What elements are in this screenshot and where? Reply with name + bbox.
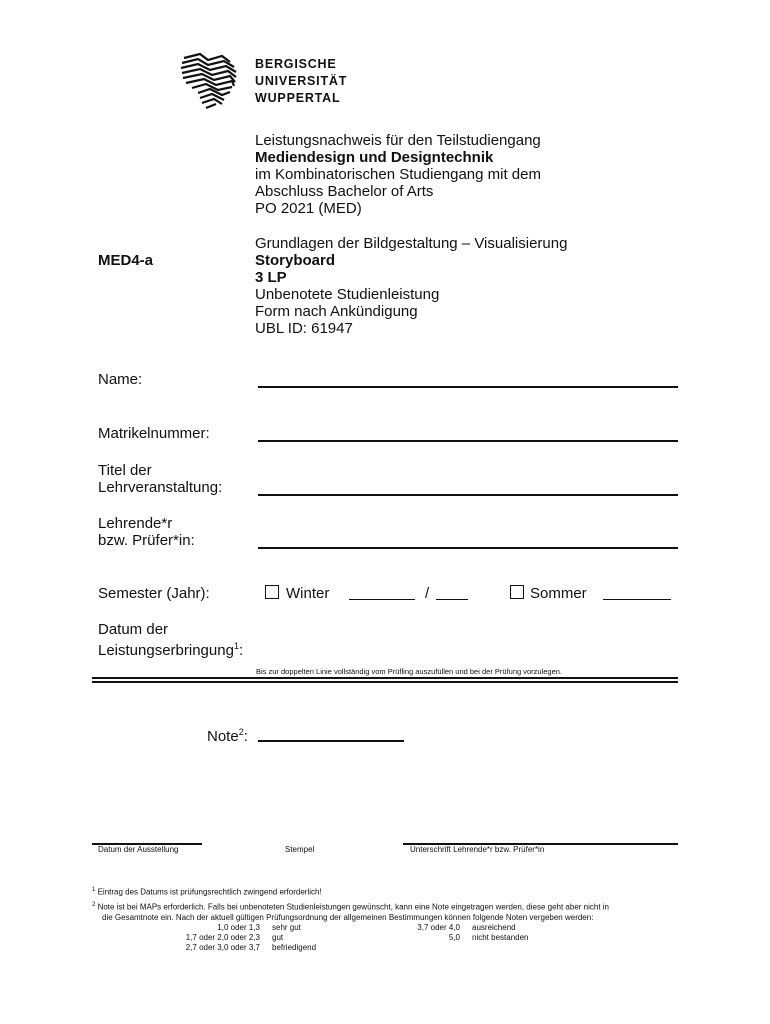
- logo-line-1: BERGISCHE: [255, 57, 337, 71]
- signature-label: Unterschrift Lehrende*r bzw. Prüfer*in: [410, 845, 545, 854]
- exam-date-label-2: [98, 638, 243, 659]
- footnote-1-number: 1: [92, 887, 96, 893]
- intro-line-3: im Kombinatorischen Studiengang mit dem: [255, 166, 541, 183]
- winter-year2-field[interactable]: [436, 599, 468, 600]
- name-label: Name:: [98, 371, 143, 388]
- grade-range-2: 1,7 oder 2,0 oder 2,3: [185, 933, 260, 942]
- sommer-checkbox[interactable]: [510, 585, 524, 599]
- grade-label-5: nicht bestanden: [472, 933, 529, 942]
- exam-date-label-2-text: Leistungserbringung: [98, 642, 234, 659]
- module-line-4: Unbenotete Studienleistung: [255, 286, 440, 303]
- course-title-label-1: Titel der: [98, 462, 152, 479]
- matrikel-field[interactable]: [258, 440, 678, 442]
- grade-label-1: sehr gut: [272, 923, 301, 932]
- footnote-ref-1: 1: [233, 641, 239, 651]
- module-credits: 3 LP: [255, 269, 287, 286]
- course-title-label-2: Lehrveranstaltung:: [98, 479, 223, 496]
- double-line-top: [92, 677, 678, 679]
- examiner-label: [98, 515, 195, 549]
- module-block: [255, 235, 695, 337]
- footnote-2-line-1: [92, 900, 692, 913]
- instruction-text: Bis zur doppelten Linie vollständig vom Prüfling auszufüllen und bei der Prüfung vorzulegen.: [256, 667, 563, 676]
- year-slash: /: [425, 585, 430, 602]
- footnote-2-number: 2: [92, 902, 96, 908]
- exam-date-label-1: Datum der: [98, 621, 169, 638]
- intro-line-5: PO 2021 (MED): [255, 200, 362, 217]
- winter-year-field[interactable]: [349, 599, 415, 600]
- sommer-year-field[interactable]: [603, 599, 671, 600]
- grade-label: [207, 724, 248, 745]
- grade-label-2: gut: [272, 933, 284, 942]
- university-lion-emblem-icon: [178, 50, 238, 112]
- logo-line-3: WUPPERTAL: [255, 91, 341, 105]
- sommer-label: Sommer: [530, 585, 587, 602]
- winter-label: Winter: [286, 585, 330, 602]
- footnote-2: [92, 900, 692, 923]
- logo-line-2: UNIVERSITÄT: [255, 74, 348, 88]
- intro-block: [255, 132, 695, 217]
- footnote-2-text-2: die Gesamtnote ein. Nach der aktuell gültigen Prüfungsordnung der allgemeinen Bestimmungen können folgende Noten vergeben werden:: [102, 912, 594, 922]
- grade-label-4: ausreichend: [472, 923, 516, 932]
- examiner-label-1: Lehrende*r: [98, 515, 173, 532]
- grade-range-4: 3,7 oder 4,0: [417, 923, 460, 932]
- exam-date-label: [98, 621, 243, 659]
- module-line-5: Form nach Ankündigung: [255, 303, 418, 320]
- grade-range-1: 1,0 oder 1,3: [217, 923, 260, 932]
- program-name: Mediendesign und Designtechnik: [255, 149, 494, 166]
- module-code: MED4-a: [98, 252, 154, 269]
- examiner-label-2: bzw. Prüfer*in:: [98, 532, 195, 549]
- grade-colon: :: [243, 728, 248, 745]
- grade-field[interactable]: [258, 740, 404, 742]
- exam-date-colon: :: [238, 642, 244, 659]
- footnote-1-text: Eintrag des Datums ist prüfungsrechtlich zwingend erforderlich!: [97, 887, 322, 897]
- grade-range-5: 5,0: [448, 933, 460, 942]
- footnote-ref-2: 2: [238, 727, 244, 737]
- winter-checkbox[interactable]: [265, 585, 279, 599]
- module-title: Storyboard: [255, 252, 336, 269]
- grade-label-3: befriedigend: [272, 943, 317, 952]
- intro-line-1: Leistungsnachweis für den Teilstudiengang: [255, 132, 541, 149]
- double-line-bottom: [92, 681, 678, 683]
- stamp-label: Stempel: [285, 845, 315, 854]
- semester-label: Semester (Jahr):: [98, 585, 210, 602]
- name-field[interactable]: [258, 386, 678, 388]
- matrikel-label: Matrikelnummer:: [98, 425, 210, 442]
- logo-wordmark: [255, 56, 347, 107]
- footnote-1: [92, 885, 322, 898]
- footnote-2-text-1: Note ist bei MAPs erforderlich. Falls bei unbenoteten Studienleistungen gewünscht, kann eine Note eingetragen werden, diese geht aber nicht in: [97, 902, 610, 912]
- issue-date-label: Datum der Ausstellung: [98, 845, 179, 854]
- course-title-field[interactable]: [258, 494, 678, 496]
- examiner-field[interactable]: [258, 547, 678, 549]
- intro-line-4: Abschluss Bachelor of Arts: [255, 183, 434, 200]
- university-logo: [178, 50, 238, 112]
- module-line-6: UBL ID: 61947: [255, 320, 353, 337]
- course-title-label: [98, 462, 222, 496]
- grade-label-text: Note: [207, 728, 239, 745]
- grade-range-3: 2,7 oder 3,0 oder 3,7: [185, 943, 260, 952]
- module-line-1: Grundlagen der Bildgestaltung – Visualisierung: [255, 235, 568, 252]
